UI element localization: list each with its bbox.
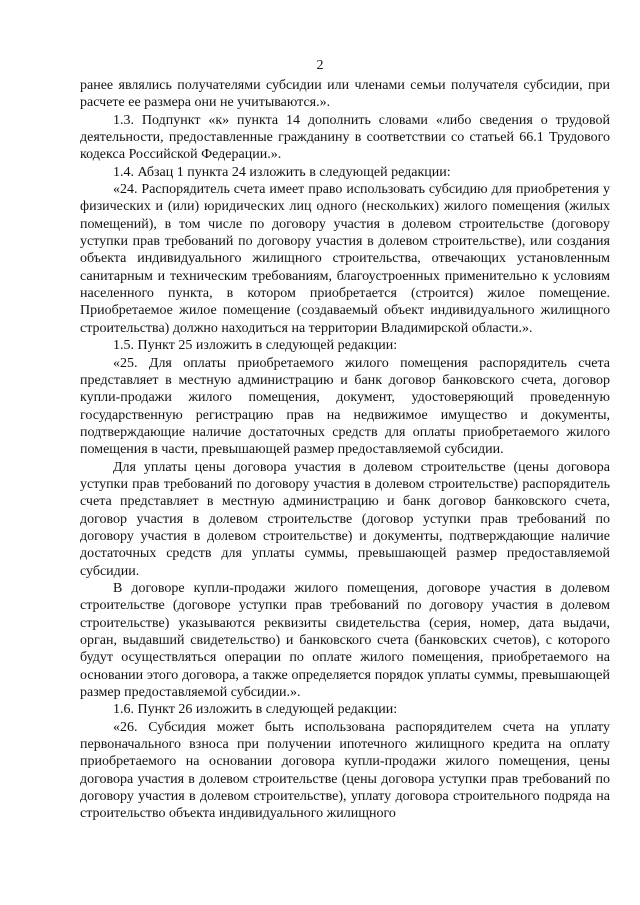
paragraph-clause-25-contract-details: В договоре купли-продажи жилого помещения, договоре участия в долевом строительстве (договоре уступки прав требований по договору участия в долевом строительстве) указываются реквизиты свидетельства (серия, номер, дата выдачи, орган, выдавший свидетельство) и банковского счета (банковских счетов), с которого будут осуществляться операции по оплате жилого помещения, приобретаемого на основании этого договора, а также определяется порядок уплаты суммы, превышающей размер предоставляемой субсидии.». [80,580,610,701]
paragraph-clause-24: «24. Распорядитель счета имеет право использовать субсидию для приобретения у физических и (или) юридических лиц одного (нескольких) жилого помещения (жилых помещений), в том числе по договору участия в долевом строительстве (договору уступки прав требований по договору участия в долевом строительстве), или создания объекта индивидуального жилищного строительства, отвечающих установленным санитарным и техническим требованиям, благоустроенных применительно к условиям населенного пункта, в котором приобретается (строится) жилое помещение. Приобретаемое жилое помещение (создаваемый объект индивидуального жилищного строительства) должно находиться на территории Владимирской области.». [80,182,610,336]
paragraph-item-1-4: 1.4. Абзац 1 пункта 24 изложить в следующей редакции: [113,164,451,180]
document-body [80,77,610,823]
paragraph-clause-25: «25. Для оплаты приобретаемого жилого помещения распорядитель счета представляет в местную администрацию и банк договор банковского счета, договор купли-продажи жилого помещения, документ, удостоверяющий проведенную государственную регистрацию прав на недвижимое имущество и документы, подтверждающие наличие достаточных средств для оплаты приобретаемого жилого помещения в части, превышающей размер предоставляемой субсидии. [80,355,610,458]
page-number: 2 [316,58,324,73]
paragraph-continuation: ранее являлись получателями субсидии или членами семьи получателя субсидии, при расчете ее размера они не учитываются.». [80,78,610,111]
paragraph-clause-25-shared-construction: Для уплаты цены договора участия в долевом строительстве (цены договора уступки прав требований по договору участия в долевом строительстве) распорядитель счета представляет в местную администрацию и банк договор банковского счета, договор участия в долевом строительстве (договор уступки прав требований по договору участия в долевом строительстве) и документы, подтверждающие наличие достаточных средств для уплаты суммы, превышающей размер предоставляемой субсидии. [80,459,610,579]
paragraph-item-1-5: 1.5. Пункт 25 изложить в следующей редакции: [113,338,398,354]
paragraph-clause-26: «26. Субсидия может быть использована распорядителем счета на уплату первоначального взноса при получении ипотечного жилищного кредита на оплату приобретаемого на основании договора купли-продажи жилого помещения, цены договора участия в долевом строительстве (цены договора уступки прав требований по договору участия в долевом строительстве), уплату договора строительного подряда на строительство объекта индивидуального жилищного [80,719,610,822]
paragraph-item-1-3: 1.3. Подпункт «к» пункта 14 дополнить словами «либо сведения о трудовой деятельности, предоставленные гражданину в соответствии со статьей 66.1 Трудового кодекса Российской Федерации.». [80,112,610,163]
paragraph-item-1-6: 1.6. Пункт 26 изложить в следующей редакции: [113,702,398,718]
